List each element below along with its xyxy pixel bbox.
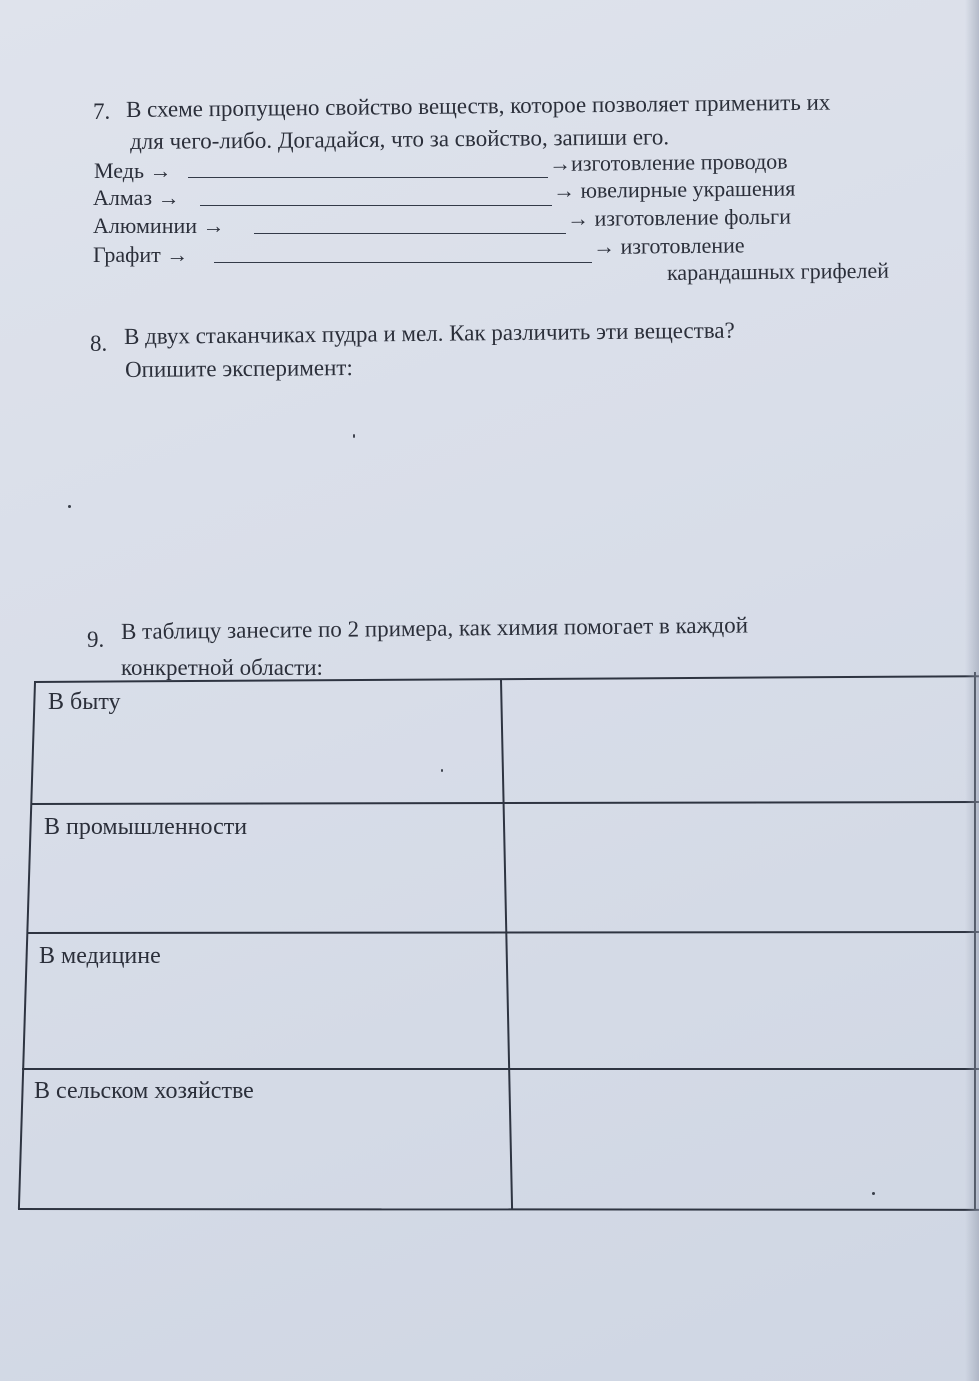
speck-mark <box>353 434 355 438</box>
table-cell-answer-agriculture[interactable] <box>516 1078 971 1200</box>
table-cell-answer-home[interactable] <box>508 690 968 795</box>
q7-use-copper: →изготовление проводов <box>548 148 788 176</box>
q7-number: 7. <box>93 99 111 124</box>
q7-substance-graphite: Графит → <box>93 242 189 267</box>
q9-text-line2: конкретной области: <box>121 655 323 680</box>
q7-answer-blank-copper[interactable] <box>188 177 548 178</box>
q7-text-line2: для чего-либо. Догадайся, что за свойство, запиши его. <box>129 124 670 154</box>
table-row-divider <box>32 801 979 805</box>
q8-text-line2: Опишите эксперимент: <box>124 355 353 382</box>
q7-use-aluminium: → изготовление фольги <box>566 203 792 231</box>
q7-substance-diamond: Алмаз → <box>93 185 180 210</box>
table-row-divider <box>27 931 979 934</box>
speck-mark <box>68 505 71 508</box>
q7-substance-copper: Медь → <box>94 158 172 183</box>
q7-use-graphite-cont: карандашных грифелей <box>666 257 890 285</box>
table-cell-area-agriculture: В сельском хозяйстве <box>34 1078 254 1104</box>
table-cell-answer-medicine[interactable] <box>513 942 973 1060</box>
q9-text-line1: В таблицу занесите по 2 примера, как химия помогает в каждой <box>120 612 749 644</box>
q7-answer-blank-aluminium[interactable] <box>254 233 566 234</box>
q8-number: 8. <box>90 331 108 356</box>
q7-use-diamond: → ювелирные украшения <box>552 175 796 203</box>
table-cell-answer-industry[interactable] <box>510 812 970 924</box>
table-cell-area-medicine: В медицине <box>39 943 161 969</box>
table-border-left <box>18 682 36 1209</box>
q7-use-graphite: → изготовление <box>592 232 745 259</box>
speck-mark <box>872 1192 875 1195</box>
q7-text-line1: В схеме пропущено свойство веществ, которое позволяет применить их <box>125 89 831 122</box>
table-cell-area-home: В быту <box>48 689 121 715</box>
table-cell-area-industry: В промышленности <box>44 814 248 840</box>
q8-text-line1: В двух стаканчиках пудра и мел. Как различить эти вещества? <box>123 317 735 349</box>
q9-number: 9. <box>87 627 105 652</box>
q7-substance-aluminium: Алюминии → <box>93 213 225 238</box>
table-row-divider <box>22 1068 979 1070</box>
speck-mark <box>441 769 443 772</box>
table-border-bottom <box>18 1208 979 1211</box>
q7-answer-blank-graphite[interactable] <box>214 262 592 263</box>
page-edge-shadow <box>965 0 979 1381</box>
q7-answer-blank-diamond[interactable] <box>200 205 552 206</box>
